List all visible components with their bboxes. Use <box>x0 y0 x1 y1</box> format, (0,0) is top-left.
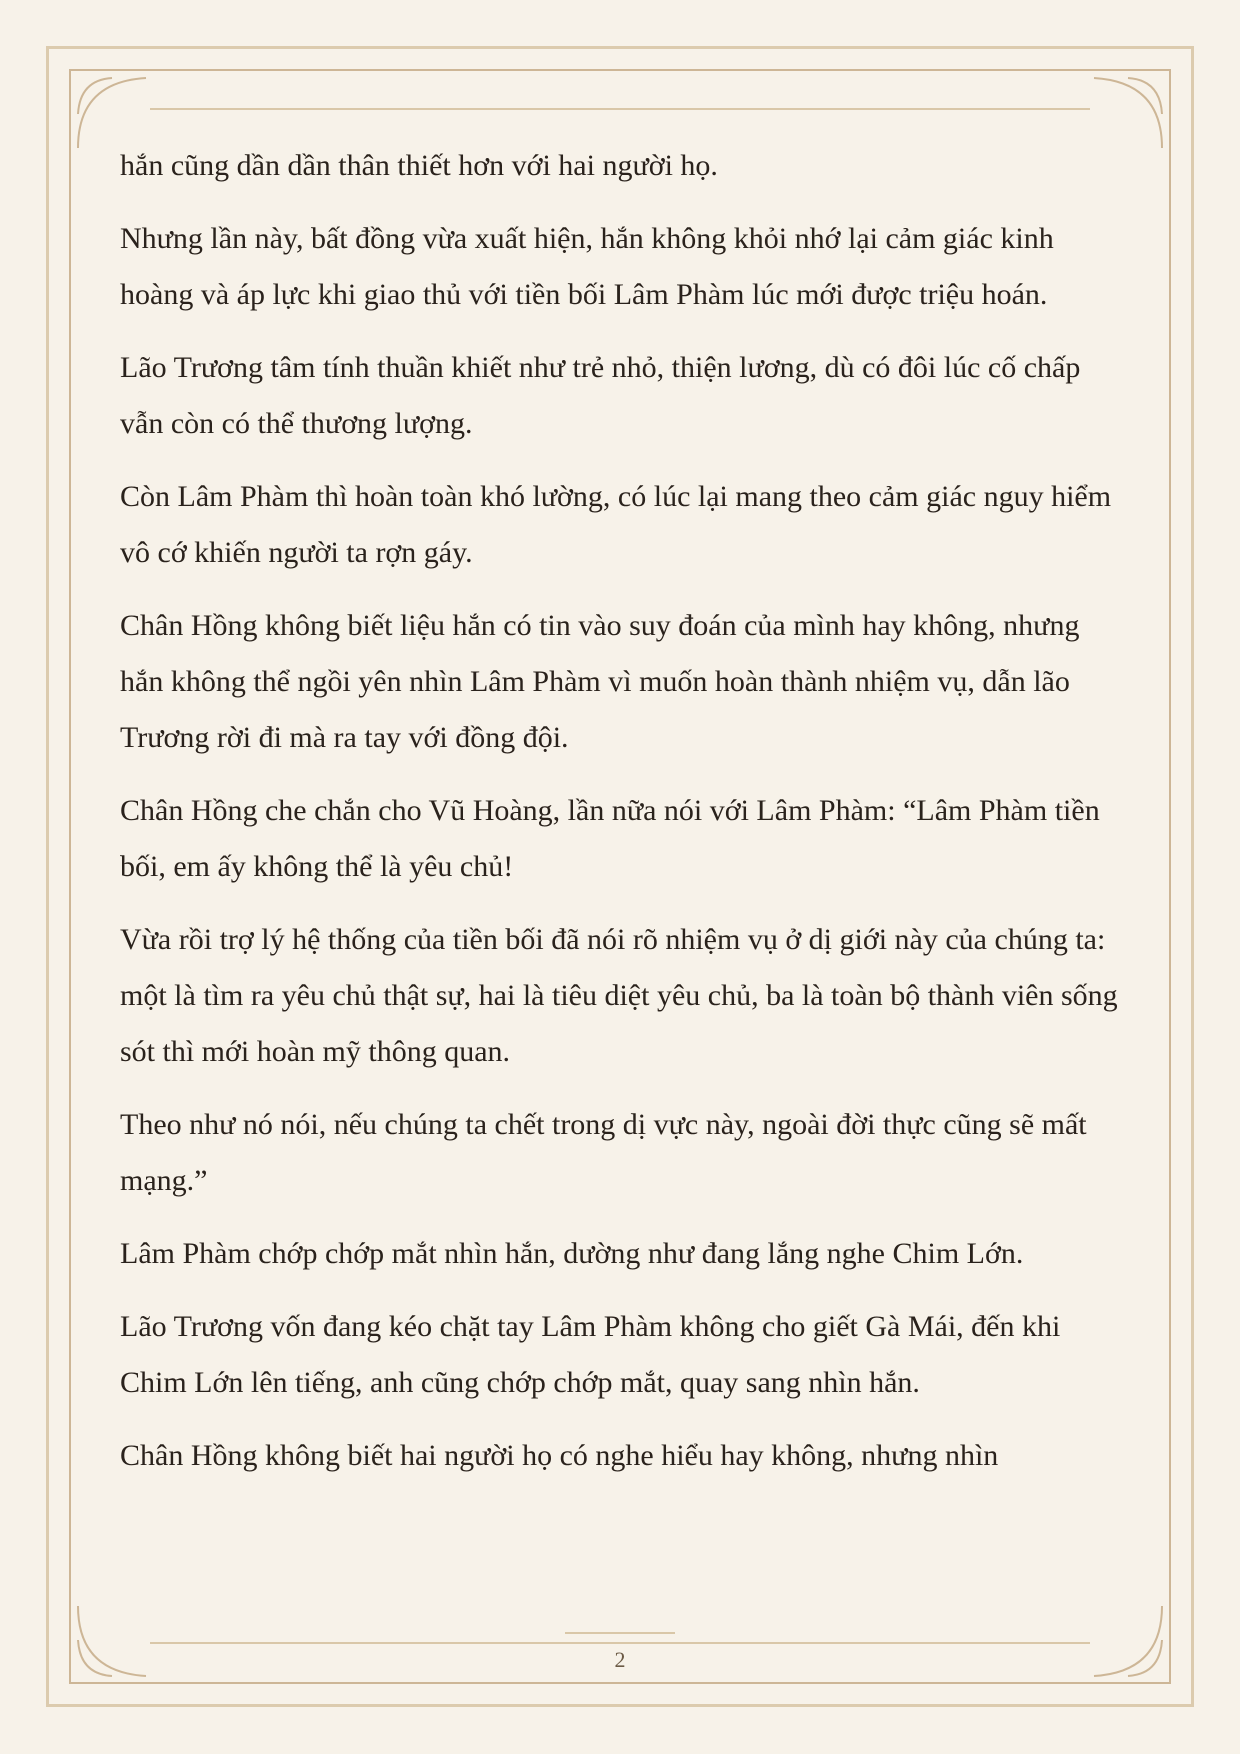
paragraph: Lão Trương tâm tính thuần khiết như trẻ nhỏ, thiện lương, dù có đôi lúc cố chấp vẫn còn có thể thương lượng. <box>120 351 1081 440</box>
page-number-ornament <box>565 1632 675 1634</box>
paragraph: Nhưng lần này, bất đồng vừa xuất hiện, hắn không khỏi nhớ lại cảm giác kinh hoàng và áp lực khi giao thủ với tiền bối Lâm Phàm lúc mới được triệu hoán. <box>120 222 1054 311</box>
paragraph: Chân Hồng không biết liệu hắn có tin vào suy đoán của mình hay không, nhưng hắn không thể ngồi yên nhìn Lâm Phàm vì muốn hoàn thành nhiệm vụ, dẫn lão Trương rời đi mà ra tay với đồng đội. <box>120 609 1080 754</box>
paragraph: Còn Lâm Phàm thì hoàn toàn khó lường, có lúc lại mang theo cảm giác nguy hiểm vô cớ khiến người ta rợn gáy. <box>120 480 1112 569</box>
paragraph: Lão Trương vốn đang kéo chặt tay Lâm Phàm không cho giết Gà Mái, đến khi Chim Lớn lên tiếng, anh cũng chớp chớp mắt, quay sang nhìn hắn. <box>120 1310 1061 1399</box>
header-divider <box>150 108 1090 110</box>
page-body <box>120 138 1120 1501</box>
paragraph: Lâm Phàm chớp chớp mắt nhìn hắn, dường như đang lắng nghe Chim Lớn. <box>120 1237 1024 1270</box>
paragraph: hắn cũng dần dần thân thiết hơn với hai người họ. <box>120 149 718 182</box>
footer-divider <box>150 1642 1090 1644</box>
paragraph: Vừa rồi trợ lý hệ thống của tiền bối đã nói rõ nhiệm vụ ở dị giới này của chúng ta: một là tìm ra yêu chủ thật sự, hai là tiêu diệt yêu chủ, ba là toàn bộ thành viên sống sót thì mới hoàn mỹ thông quan. <box>120 923 1118 1068</box>
page-number: 2 <box>614 1647 626 1672</box>
paragraph: Chân Hồng không biết hai người họ có nghe hiểu hay không, nhưng nhìn <box>120 1439 999 1472</box>
paragraph: Theo như nó nói, nếu chúng ta chết trong dị vực này, ngoài đời thực cũng sẽ mất mạng.” <box>120 1108 1087 1197</box>
paragraph: Chân Hồng che chắn cho Vũ Hoàng, lần nữa nói với Lâm Phàm: “Lâm Phàm tiền bối, em ấy không thể là yêu chủ! <box>120 794 1100 883</box>
